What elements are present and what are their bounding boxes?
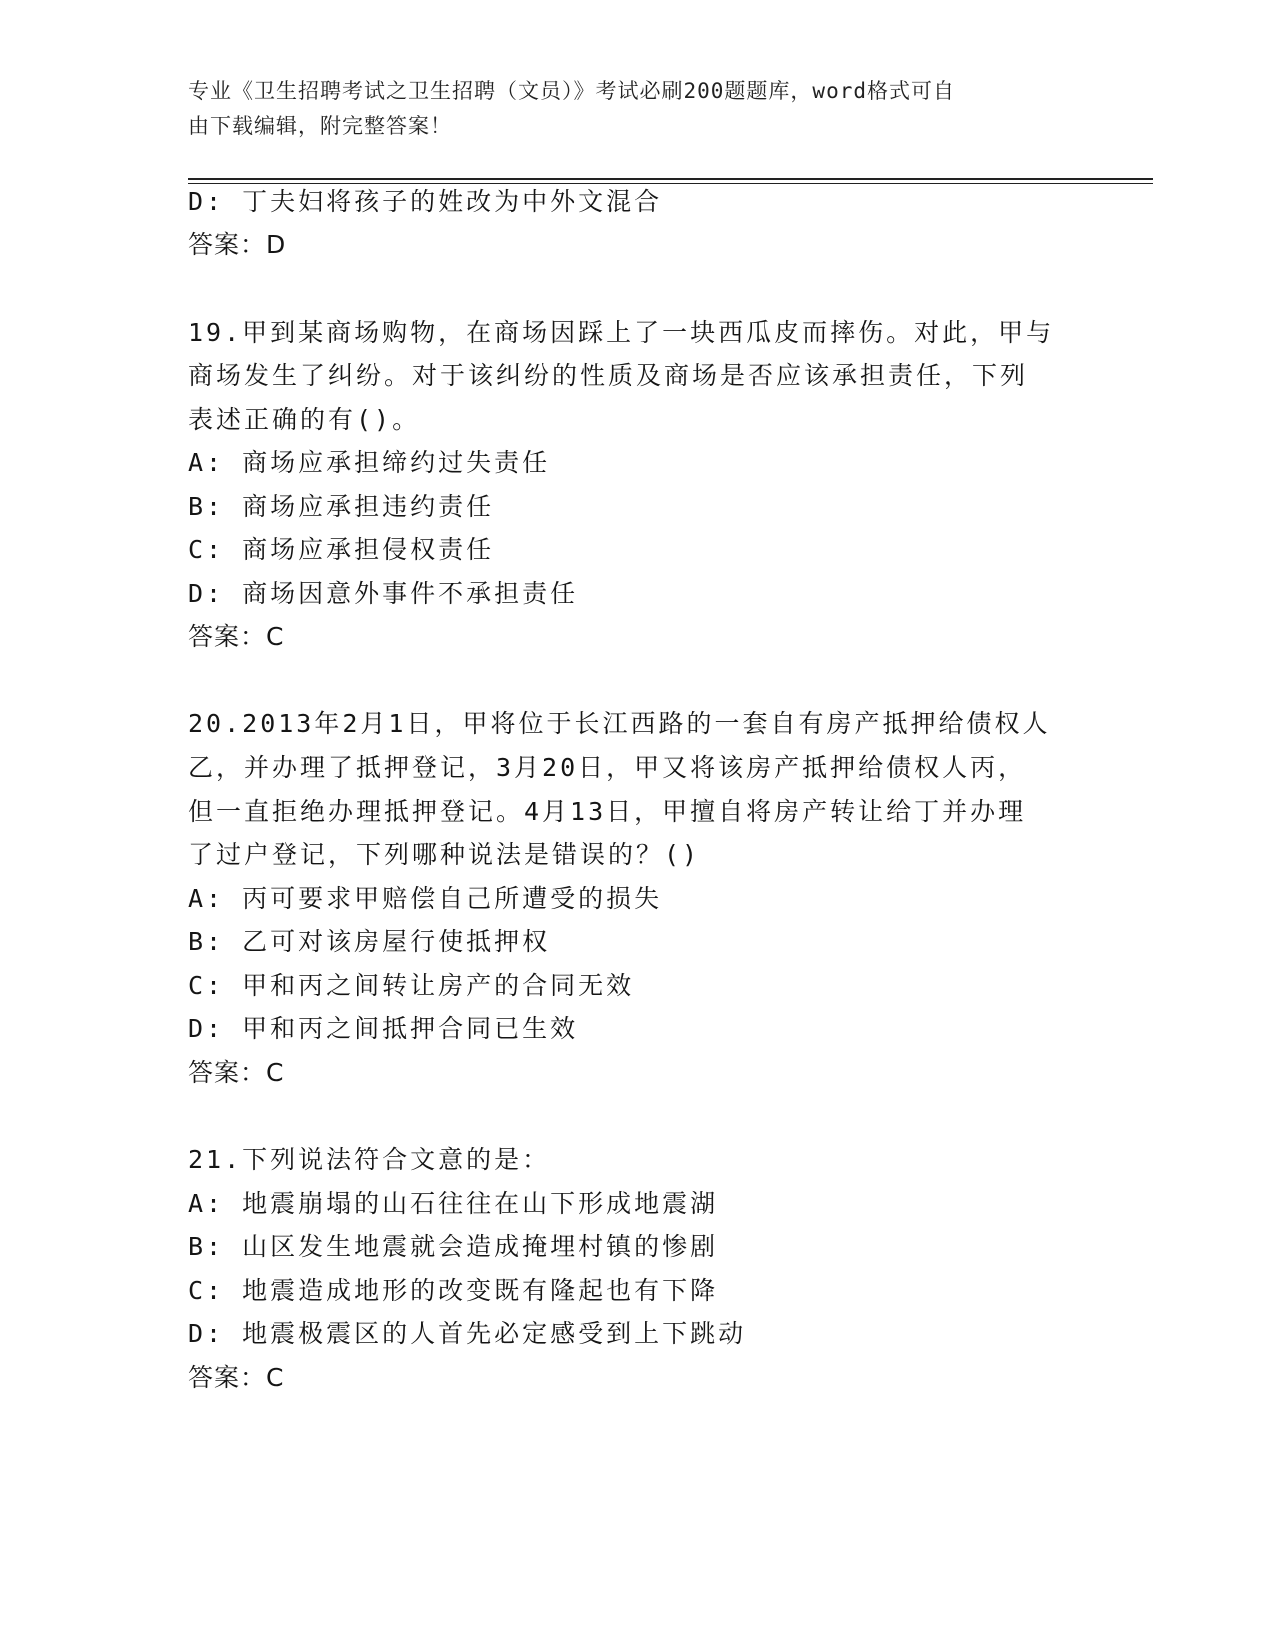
document-header: [188, 74, 1068, 144]
q21-answer: 答案：C: [188, 1363, 285, 1392]
q19-option-c: C: 商场应承担侵权责任: [188, 535, 495, 564]
q20-stem-line-2: 乙，并办理了抵押登记，3月20日，甲又将该房产抵押给债权人丙，: [188, 753, 1027, 782]
header-divider-thin: [188, 183, 1153, 184]
q21-option-c: C: 地震造成地形的改变既有隆起也有下降: [188, 1276, 719, 1305]
q18-option-d: D: 丁夫妇将孩子的姓改为中外文混合: [188, 187, 663, 216]
q21-option-d: D: 地震极震区的人首先必定感受到上下跳动: [188, 1319, 747, 1348]
q20-option-c: C: 甲和丙之间转让房产的合同无效: [188, 971, 635, 1000]
q20-answer: 答案：C: [188, 1058, 285, 1087]
q19-option-a: A: 商场应承担缔约过失责任: [188, 448, 551, 477]
header-line-1: 专业《卫生招聘考试之卫生招聘（文员）》考试必刷200题题库，word格式可自: [188, 79, 955, 103]
q19-answer: 答案：C: [188, 622, 285, 651]
q21-option-b: B: 山区发生地震就会造成掩埋村镇的惨剧: [188, 1232, 719, 1261]
q18-answer: 答案：D: [188, 230, 287, 259]
q21-option-a: A: 地震崩塌的山石往往在山下形成地震湖: [188, 1189, 719, 1218]
q20-stem-line-1: 20.2013年2月1日，甲将位于长江西路的一套自有房产抵押给债权人: [188, 709, 1051, 738]
q20-option-d: D: 甲和丙之间抵押合同已生效: [188, 1014, 579, 1043]
q19-option-d: D: 商场因意外事件不承担责任: [188, 579, 579, 608]
q20-option-b: B: 乙可对该房屋行使抵押权: [188, 927, 551, 956]
q20-stem-line-3: 但一直拒绝办理抵押登记。4月13日，甲擅自将房产转让给丁并办理: [188, 797, 1027, 826]
header-divider-thick: [188, 178, 1153, 180]
q20-stem-line-4: 了过户登记，下列哪种说法是错误的？(): [188, 840, 701, 869]
header-line-2: 由下载编辑，附完整答案！: [188, 114, 452, 138]
q19-stem-line-2: 商场发生了纠纷。对于该纠纷的性质及商场是否应该承担责任，下列: [188, 361, 1029, 390]
q20-option-a: A: 丙可要求甲赔偿自己所遭受的损失: [188, 884, 663, 913]
q19-stem-line-1: 19.甲到某商场购物，在商场因踩上了一块西瓜皮而摔伤。对此，甲与: [188, 318, 1055, 347]
q21-stem-line-1: 21.下列说法符合文意的是：: [188, 1145, 551, 1174]
q19-stem-line-3: 表述正确的有()。: [188, 405, 421, 434]
q19-option-b: B: 商场应承担违约责任: [188, 492, 495, 521]
